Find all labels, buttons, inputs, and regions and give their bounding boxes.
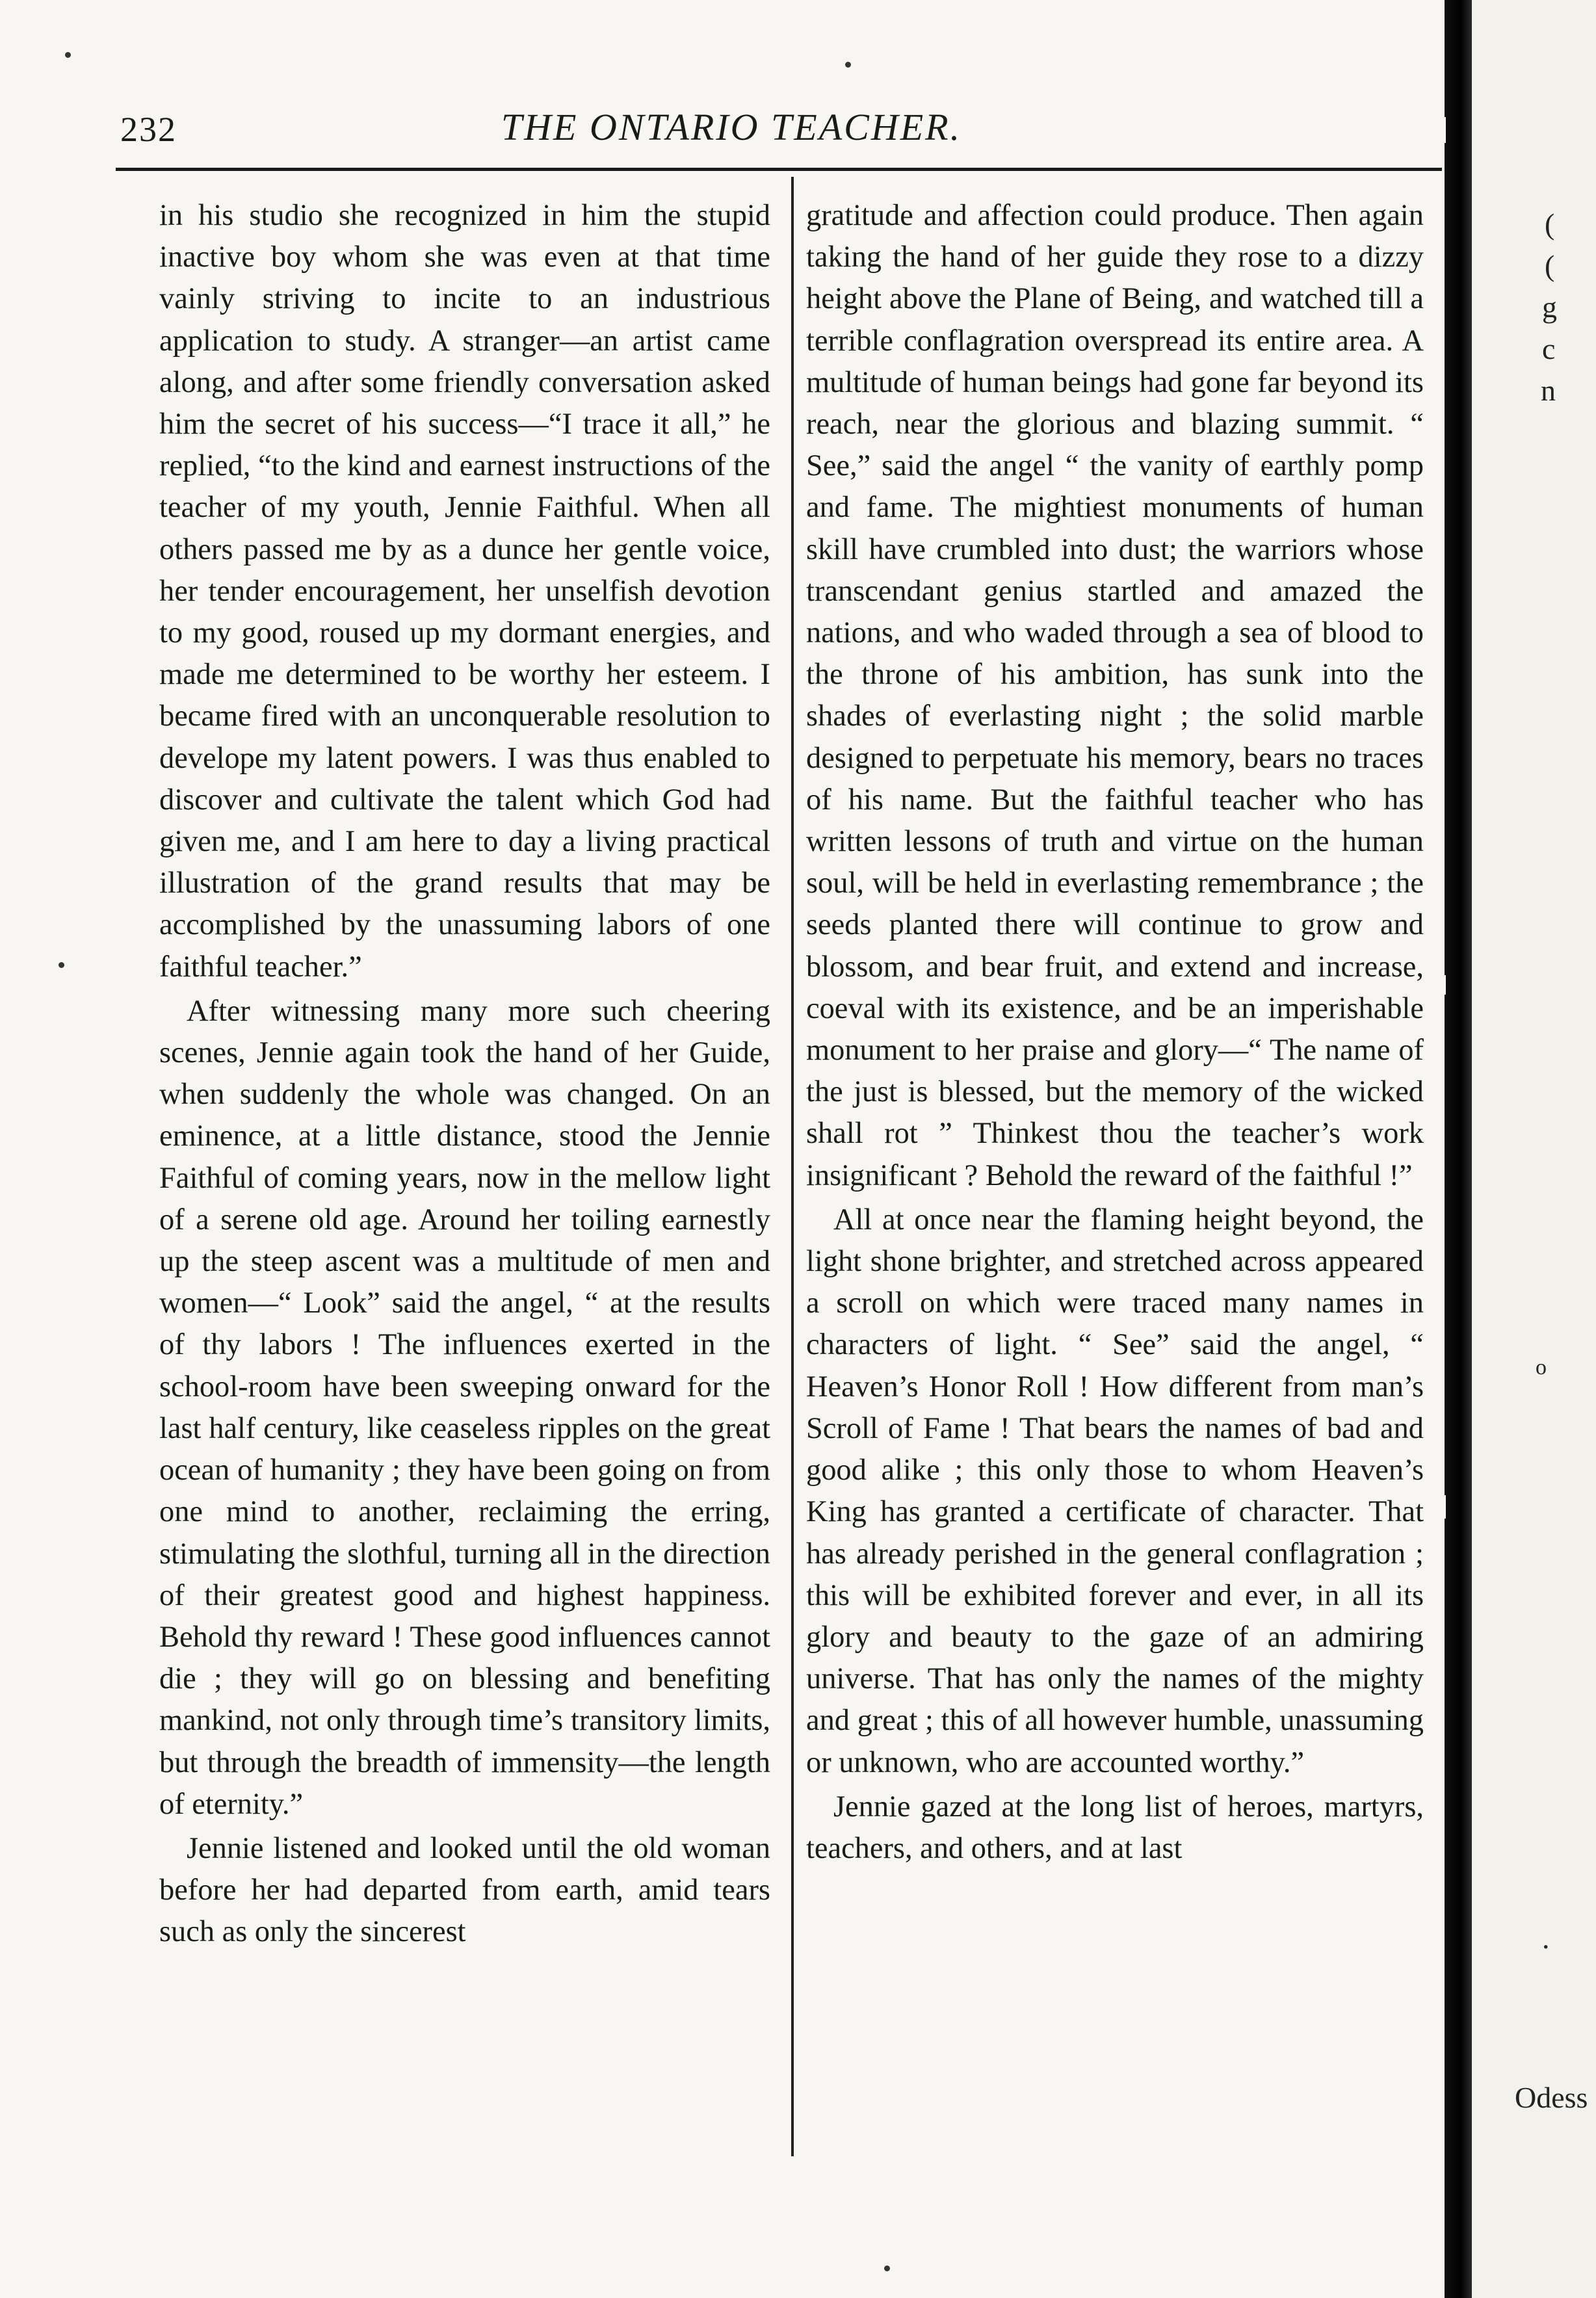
margin-fragment: c (1542, 332, 1556, 365)
column-divider (791, 177, 794, 2156)
margin-fragment: ( (1545, 249, 1555, 282)
binding-notch (1437, 975, 1446, 995)
paper-speck (59, 962, 64, 968)
paragraph: All at once near the flaming height beyond, the light shone brighter, and stretched across appeared a scroll on which were traced many names in characters of light. “ See” said the angel, “ Heaven’s Honor Roll ! How different from man’s Scroll of Fame ! That bears the names of bad and good alike ; this only those to whom Heaven’s King has granted a certificate of character. That has already perished in the general conflagration ; this will be exhibited forever and ever, in all its glory and beauty to the gaze of an admiring universe. That has only the names of the mighty and great ; this of all however humble, unassuming or unknown, who are accounted worthy.” (806, 1203, 1424, 1779)
paper-speck (845, 62, 851, 68)
paragraph: gratitude and affection could produce. Then again taking the hand of her guide they rose to a dizzy height above the Plane of Being, and watched till a terrible conflagration overspread its entire area. A multitude of human beings had gone far beyond its reach, near the glorious and blazing summit. “ See,” said the angel “ the vanity of earthly pomp and fame. The mightiest monuments of human skill have crumbled into dust; the warriors whose transcendant genius startled and amazed the nations, and who waded through a sea of blood to the throne of his ambition, has sunk into the shades of everlasting night ; the solid marble designed to perpetuate his memory, bears no traces of his name. But the faithful teacher who has written lessons of truth and virtue on the human soul, will be held in everlasting remembrance ; the seeds planted there will continue to grow and blossom, and bear fruit, and extend and increase, coeval with its existence, and be an imperishable monument to her praise and glory—“ The name of the just is blessed, but the memory of the wicked shall rot ” Thinkest thou the teacher’s work insignificant ? Behold the reward of the faithful !” (806, 199, 1424, 1192)
right-column (806, 195, 1424, 2165)
paragraph: Jennie gazed at the long list of heroes, martyrs, teachers, and others, and at last (806, 1790, 1424, 1865)
margin-fragment: n (1541, 374, 1556, 407)
margin-fragment: ( (1545, 207, 1555, 241)
margin-fragment: o (1536, 1355, 1547, 1379)
margin-fragment: g (1542, 291, 1557, 324)
binding-edge (1445, 0, 1472, 2298)
paper-speck (65, 52, 71, 58)
paragraph: After witnessing many more such cheering scenes, Jennie again took the hand of her Guide, when suddenly the whole was changed. On an eminence, at a little distance, stood the Jennie Faithful of coming years, now in the mellow light of a serene old age. Around her toiling earnestly up the steep ascent was a multitude of men and women—“ Look” said the angel, “ at the results of thy labors ! The influences exerted in the school-room have been sweeping onward for the last half century, like ceaseless ripples on the great ocean of humanity ; they have been going on from one mind to another, reclaiming the erring, stimulating the slothful, turning all in the direction of their greatest good and highest happiness. Behold thy reward ! These good influences cannot die ; they will go on blessing and benefiting mankind, not only through time’s transitory limits, but through the breadth of immensity—the length of eternity.” (159, 994, 770, 1821)
paragraph: in his studio she recognized in him the stupid inactive boy whom she was even at that time vainly striving to incite to an industrious application to study. A stranger—an artist came along, and after some friendly conversation asked him the secret of his success—“I trace it all,” he replied, “to the kind and earnest instructions of the teacher of my youth, Jennie Faithful. When all others passed me by as a dunce her gentle voice, her tender encouragement, her unselfish devotion to my good, roused up my dormant energies, and made me determined to be worthy her esteem. I became fired with an unconquerable resolution to develope my latent powers. I was thus enabled to discover and cultivate the talent which God had given me, and I am here to day a living practical illustration of the grand results that may be accomplished by the unassuming labors of one faithful teacher.” (159, 199, 770, 984)
paper-speck (884, 2265, 890, 2271)
margin-fragment: Odess (1515, 2081, 1588, 2114)
paragraph: Jennie listened and looked until the old woman before her had departed from earth, amid tears such as only the sincerest (159, 1831, 770, 1949)
page-number: 232 (120, 110, 177, 149)
binding-notch (1437, 1495, 1446, 1519)
binding-notch (1437, 117, 1446, 143)
left-column (159, 195, 770, 2165)
header-rule (116, 168, 1442, 171)
adjacent-page-margin (1472, 0, 1596, 2298)
margin-fragment: . (1542, 1922, 1550, 1955)
running-title: THE ONTARIO TEACHER. (501, 106, 962, 148)
